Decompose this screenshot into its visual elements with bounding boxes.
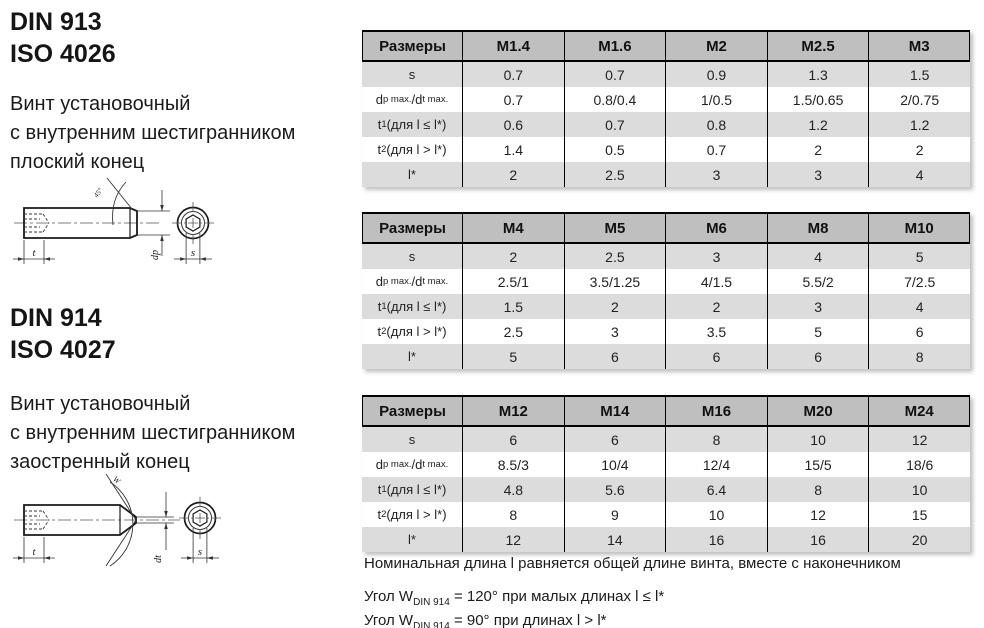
dimension-value: 12/4 <box>665 452 767 477</box>
dimension-value: 1.5/0.65 <box>767 87 869 112</box>
row-label: t 2 (для l > l*) <box>377 507 447 522</box>
dimension-value: 2 <box>868 137 970 162</box>
dimension-value: 0.6 <box>462 112 564 137</box>
dimension-value: 2 <box>767 137 869 162</box>
note-3 <box>364 609 974 628</box>
text-segment: t <box>377 324 382 339</box>
text-segment: s <box>408 249 416 264</box>
subscript-text: DIN 914 <box>413 621 450 628</box>
text-segment: (для l ≤ l*) <box>386 117 447 132</box>
dimension-value: 16 <box>665 527 767 552</box>
dimension-value: 2 <box>665 294 767 319</box>
flat-point-screw-drawing <box>10 163 250 278</box>
column-header: M4 <box>462 212 564 244</box>
dim-label-s: s <box>197 546 203 558</box>
column-header: M12 <box>462 395 564 427</box>
dimension-value: 0.7 <box>564 62 666 87</box>
note-1 <box>364 552 974 576</box>
text-segment: Угол W <box>364 588 414 605</box>
dimension-value: 8.5/3 <box>462 452 564 477</box>
dimension-value: 20 <box>868 527 970 552</box>
dimension-value: 2.5 <box>462 319 564 344</box>
dimension-table-m4-m10 <box>362 212 970 369</box>
dimension-value: 6 <box>665 344 767 369</box>
column-header: M1.6 <box>564 30 666 62</box>
dimension-value: 10/4 <box>564 452 666 477</box>
row-label <box>362 427 462 452</box>
note-2 <box>364 585 974 609</box>
text-segment: s <box>408 67 416 82</box>
text-segment: (для l > l*) <box>386 507 447 522</box>
text-segment: l* <box>408 532 416 547</box>
dimension-value: 12 <box>868 427 970 452</box>
description-line: Винт установочный <box>10 393 191 415</box>
notes-block <box>364 552 974 628</box>
dimension-value: 5 <box>767 319 869 344</box>
cone-angle-label: W <box>111 474 122 486</box>
dimension-value: 0.7 <box>665 137 767 162</box>
dimension-value: 3.5 <box>665 319 767 344</box>
row-label-header: Размеры <box>362 212 462 244</box>
din913-iso-title: ISO 4026 <box>10 40 116 68</box>
dimension-value: 6 <box>564 344 666 369</box>
dimension-value: 8 <box>665 427 767 452</box>
dimension-table-m1_4-m3 <box>362 30 970 187</box>
text-segment: t <box>377 507 382 522</box>
column-header: M24 <box>868 395 970 427</box>
dimension-value: 6 <box>462 427 564 452</box>
dim-label-t: t <box>32 247 36 259</box>
dimension-value: 0.7 <box>462 87 564 112</box>
text-segment: Номинальная длина l равняется общей длине винта, вместе с наконечником <box>364 555 901 572</box>
dim-label-t: t <box>32 546 36 558</box>
dimension-value: 1.4 <box>462 137 564 162</box>
text-segment: s <box>408 432 416 447</box>
text-segment: l* <box>408 349 416 364</box>
row-label: t 1 (для l ≤ l*) <box>362 477 462 502</box>
dim-label-dp: dp <box>150 250 161 260</box>
description-line: с внутренним шестигранником <box>10 122 296 144</box>
dimension-value: 6.4 <box>665 477 767 502</box>
dimension-value: 3 <box>767 294 869 319</box>
column-header: M20 <box>767 395 869 427</box>
text-segment: d <box>375 92 383 107</box>
left-column <box>10 0 360 628</box>
din914-standard-title: DIN 914 <box>10 304 102 332</box>
row-label: t 2 (для l > l*) <box>377 324 447 339</box>
dimension-value: 5.5/2 <box>767 269 869 294</box>
row-label-header: Размеры <box>362 395 462 427</box>
dimension-value: 1.5 <box>868 62 970 87</box>
din914-iso-title: ISO 4027 <box>10 336 116 364</box>
text-segment: /d <box>411 457 423 472</box>
row-label <box>362 244 462 269</box>
text-segment: /d <box>411 92 423 107</box>
dimension-value: 8 <box>868 344 970 369</box>
din913-standard-title: DIN 913 <box>10 8 102 36</box>
dimension-value: 1.5 <box>462 294 564 319</box>
description-line: Винт установочный <box>10 93 191 115</box>
row-label: t 1 (для l ≤ l*) <box>362 294 462 319</box>
column-header: M8 <box>767 212 869 244</box>
dimension-value: 5 <box>462 344 564 369</box>
dimension-value: 5 <box>868 244 970 269</box>
dimension-value: 6 <box>868 319 970 344</box>
text-segment: t <box>377 482 382 497</box>
row-label: t 1 (для l ≤ l*) <box>362 112 462 137</box>
column-header: M2.5 <box>767 30 869 62</box>
dimension-value: 8 <box>767 477 869 502</box>
row-label-header: Размеры <box>362 30 462 62</box>
dimension-value: 3 <box>665 244 767 269</box>
column-header: M5 <box>564 212 666 244</box>
dimension-value: 4.8 <box>462 477 564 502</box>
column-header: M1.4 <box>462 30 564 62</box>
row-label <box>362 527 462 552</box>
dimension-value: 15/5 <box>767 452 869 477</box>
row-label: t 2 (для l > l*) <box>377 142 447 157</box>
dimension-value: 2/0.75 <box>868 87 970 112</box>
column-header: M14 <box>564 395 666 427</box>
dimension-value: 10 <box>767 427 869 452</box>
cone-point-screw-drawing <box>10 460 250 580</box>
column-header: M16 <box>665 395 767 427</box>
dimension-value: 3.5/1.25 <box>564 269 666 294</box>
dimension-value: 1.2 <box>767 112 869 137</box>
description-line: плоский конец <box>10 151 145 173</box>
row-label <box>362 344 462 369</box>
text-segment: t <box>377 142 382 157</box>
row-label: d p max. /d t max. <box>375 274 449 289</box>
dimension-value: 10 <box>868 477 970 502</box>
text-segment: (для l > l*) <box>386 324 447 339</box>
dimension-value: 0.7 <box>462 62 564 87</box>
dimension-value: 3 <box>767 162 869 187</box>
text-segment: /d <box>411 274 423 289</box>
text-segment: t <box>377 117 382 132</box>
column-header: M10 <box>868 212 970 244</box>
dimension-value: 2.5 <box>564 162 666 187</box>
column-header: M6 <box>665 212 767 244</box>
subscript-text: DIN 914 <box>413 597 450 608</box>
dimension-value: 2.5 <box>564 244 666 269</box>
dimension-value: 3 <box>564 319 666 344</box>
din913-title-block <box>10 6 116 70</box>
dimension-value: 0.8 <box>665 112 767 137</box>
dimension-value: 4 <box>868 162 970 187</box>
chamfer-angle-label: 45° <box>92 186 105 200</box>
text-segment: d <box>375 457 383 472</box>
dimension-value: 6 <box>767 344 869 369</box>
row-label: d p max. /d t max. <box>375 457 449 472</box>
description-line: заостренный конец <box>10 451 190 473</box>
row-label <box>362 62 462 87</box>
dimension-value: 4 <box>767 244 869 269</box>
dimension-value: 14 <box>564 527 666 552</box>
text-segment: (для l > l*) <box>386 142 447 157</box>
dimension-value: 2 <box>462 162 564 187</box>
dimension-value: 12 <box>767 502 869 527</box>
dimension-value: 1.2 <box>868 112 970 137</box>
dimension-value: 0.7 <box>564 112 666 137</box>
dimension-value: 4/1.5 <box>665 269 767 294</box>
text-segment: (для l ≤ l*) <box>386 482 447 497</box>
dimension-table-m12-m24 <box>362 395 970 552</box>
row-label <box>362 162 462 187</box>
description-line: с внутренним шестигранником <box>10 422 296 444</box>
dimension-value: 4 <box>868 294 970 319</box>
dimension-value: 12 <box>462 527 564 552</box>
text-segment: = 120° при малых длинах l ≤ l* <box>449 588 665 605</box>
din914-title-block <box>10 302 116 366</box>
dimension-value: 2.5/1 <box>462 269 564 294</box>
text-segment: (для l ≤ l*) <box>386 299 447 314</box>
dimension-value: 2 <box>564 294 666 319</box>
dimension-value: 16 <box>767 527 869 552</box>
dimension-value: 9 <box>564 502 666 527</box>
dimension-value: 3 <box>665 162 767 187</box>
text-segment: = 90° при длинах l > l* <box>449 612 607 628</box>
dim-label-dt: dt <box>153 555 164 563</box>
dimension-value: 1.3 <box>767 62 869 87</box>
dimension-value: 5.6 <box>564 477 666 502</box>
text-segment: d <box>375 274 383 289</box>
dimension-value: 15 <box>868 502 970 527</box>
dimension-value: 8 <box>462 502 564 527</box>
column-header: M3 <box>868 30 970 62</box>
dimension-value: 1/0.5 <box>665 87 767 112</box>
dimension-value: 7/2.5 <box>868 269 970 294</box>
dimension-value: 6 <box>564 427 666 452</box>
dimension-value: 0.5 <box>564 137 666 162</box>
column-header: M2 <box>665 30 767 62</box>
text-segment: t <box>377 299 382 314</box>
dimension-value: 2 <box>462 244 564 269</box>
text-segment: Угол W <box>364 612 414 628</box>
text-segment: l* <box>408 167 416 182</box>
dim-label-s: s <box>190 247 196 259</box>
dimension-value: 0.8/0.4 <box>564 87 666 112</box>
dimension-value: 0.9 <box>665 62 767 87</box>
dimension-value: 18/6 <box>868 452 970 477</box>
dimension-value: 10 <box>665 502 767 527</box>
row-label: d p max. /d t max. <box>375 92 449 107</box>
